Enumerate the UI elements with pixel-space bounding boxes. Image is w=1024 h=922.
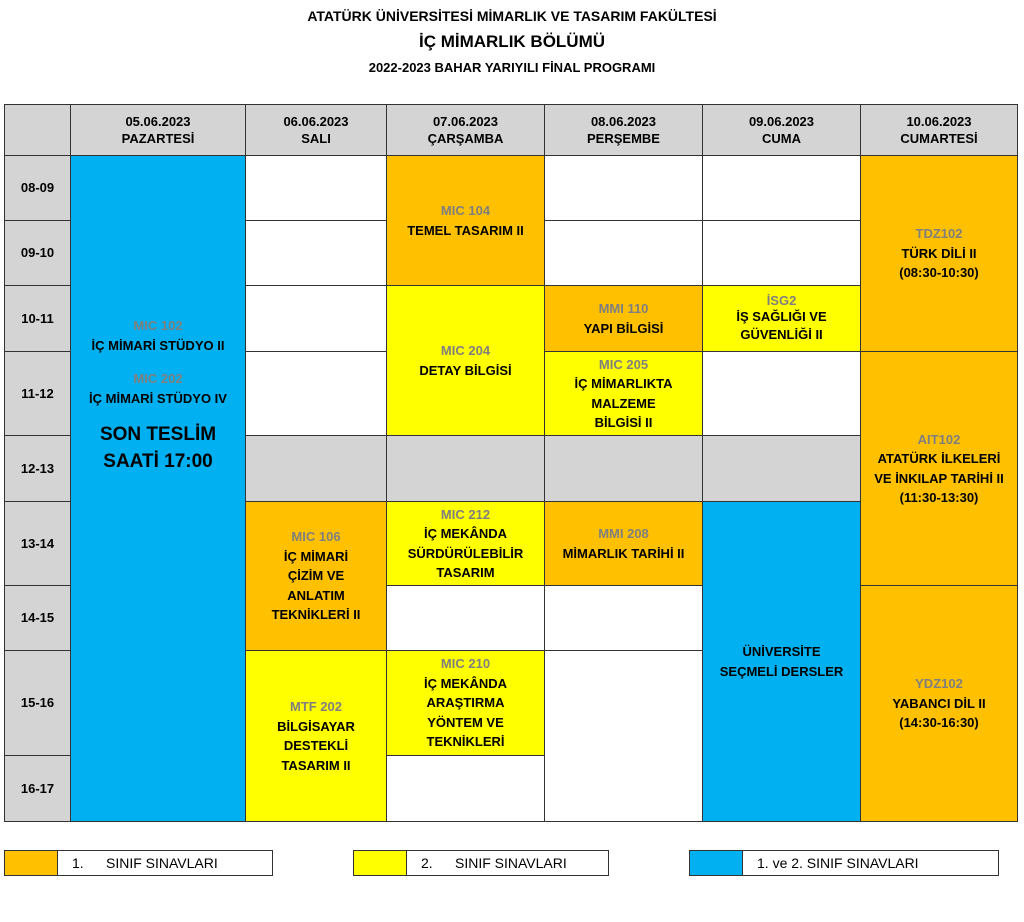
- empty-cell: [245, 155, 387, 221]
- course-name: YABANCI DİL II: [892, 695, 986, 711]
- course-code: MTF 202: [289, 699, 342, 714]
- course-name: YÖNTEM VE: [427, 714, 504, 730]
- legend-label-first-year: [57, 850, 273, 876]
- exam-block: [860, 585, 1018, 822]
- legend-label-both-years: [742, 850, 999, 876]
- day-date: 10.06.2023: [906, 113, 972, 129]
- course-name: DETAY BİLGİSİ: [419, 362, 512, 378]
- time-slot: 16-17: [4, 755, 71, 822]
- exam-block: [544, 351, 703, 436]
- faculty-title: ATATÜRK ÜNİVERSİTESİ MİMARLIK VE TASARIM FAKÜLTESİ: [307, 8, 717, 24]
- course-name: ATATÜRK İLKELERİ: [877, 451, 1001, 466]
- day-name: ÇARŞAMBA: [427, 131, 504, 147]
- empty-cell: [245, 220, 387, 286]
- lunch-break-cell: [702, 435, 861, 502]
- course-code: MMI 110: [598, 301, 649, 316]
- day-date: 06.06.2023: [283, 113, 349, 129]
- day-header-wed: [386, 104, 545, 156]
- legend-number: 1.: [72, 855, 84, 871]
- day-date: 05.06.2023: [125, 113, 191, 129]
- time-slot: 10-11: [4, 285, 71, 352]
- course-code: AIT102: [917, 431, 961, 447]
- course-name: TEMEL TASARIM II: [407, 222, 524, 238]
- exam-block-electives: [702, 501, 861, 822]
- course-code: MIC 212: [440, 506, 491, 522]
- course-name: BİLGİSAYAR: [277, 718, 355, 734]
- exam-block: [702, 285, 861, 352]
- legend-swatch-yellow: [353, 850, 407, 876]
- deadline-note: SAATİ 17:00: [103, 450, 213, 472]
- day-header-thu: [544, 104, 703, 156]
- exam-block: [245, 501, 387, 651]
- course-code: MIC 106: [291, 529, 341, 545]
- exam-block: [386, 501, 545, 586]
- day-header-sat: [860, 104, 1018, 156]
- course-code: İSG2: [766, 292, 797, 308]
- empty-cell: [386, 755, 545, 822]
- empty-cell: [544, 650, 703, 822]
- empty-cell: [386, 585, 545, 651]
- day-name: CUMARTESİ: [900, 131, 978, 147]
- course-name: MALZEME: [591, 395, 656, 411]
- legend-label-second-year: [406, 850, 609, 876]
- course-name: İÇ MEKÂNDA: [423, 675, 508, 691]
- exam-block: [860, 155, 1018, 352]
- course-name: İÇ MİMARİ: [283, 548, 349, 564]
- time-slot: 09-10: [4, 220, 71, 286]
- course-name: TASARIM: [436, 565, 495, 580]
- course-code: MIC 205: [598, 356, 649, 372]
- course-code: MMI 208: [598, 526, 649, 541]
- deadline-note: SON TESLİM: [99, 424, 217, 445]
- course-name: TEKNİKLERİ: [426, 734, 505, 750]
- course-code: MIC 104: [440, 203, 491, 218]
- day-date: 08.06.2023: [590, 113, 657, 129]
- course-name: YAPI BİLGİSİ: [583, 320, 664, 336]
- course-name: DESTEKLİ: [283, 738, 349, 753]
- course-name: SEÇMELİ DERSLER: [719, 663, 844, 679]
- exam-block: [544, 285, 703, 352]
- course-name: İŞ SAĞLIĞI VE: [736, 309, 827, 325]
- course-name: ARAŞTIRMA: [426, 695, 505, 711]
- course-name: İÇ MİMARLIKTA: [574, 376, 673, 391]
- lunch-break-cell: [386, 435, 545, 502]
- legend-text: SINIF SINAVLARI: [106, 855, 218, 871]
- day-date: 09.06.2023: [748, 113, 815, 129]
- exam-block: [386, 155, 545, 286]
- course-code: MIC 102: [133, 318, 183, 333]
- program-title: 2022-2023 BAHAR YARIYILI FİNAL PROGRAMI: [368, 60, 656, 75]
- course-name: İÇ MEKÂNDA: [423, 526, 508, 541]
- time-slot: 12-13: [4, 435, 71, 502]
- course-name: TASARIM II: [281, 757, 351, 773]
- day-date: 07.06.2023: [432, 113, 499, 129]
- empty-cell: [544, 585, 703, 651]
- course-name: BİLGİSİ II: [594, 415, 653, 430]
- day-name: SALI: [301, 131, 331, 147]
- course-name: TÜRK DİLİ II: [901, 245, 977, 261]
- course-code: MIC 210: [440, 656, 491, 672]
- course-name: ANLATIM: [287, 587, 345, 603]
- course-code: YDZ102: [915, 676, 963, 692]
- course-code: MIC 204: [440, 343, 491, 358]
- legend-swatch-orange: [4, 850, 58, 876]
- legend-text: 1. ve 2. SINIF SINAVLARI: [757, 855, 919, 871]
- course-name: İÇ MİMARİ STÜDYO II: [91, 337, 225, 353]
- empty-cell: [702, 220, 861, 286]
- time-slot: 11-12: [4, 351, 71, 436]
- time-slot: 15-16: [4, 650, 71, 756]
- course-code: MIC 202: [133, 371, 183, 386]
- time-slot: 08-09: [4, 155, 71, 221]
- course-name: ÜNİVERSİTE: [742, 644, 821, 659]
- empty-cell: [702, 351, 861, 436]
- exam-block: [860, 351, 1018, 586]
- exam-block: [386, 650, 545, 756]
- empty-cell: [702, 155, 861, 221]
- course-name: MİMARLIK TARİHİ II: [562, 545, 685, 561]
- empty-cell: [245, 285, 387, 352]
- day-name: PERŞEMBE: [587, 131, 660, 147]
- day-name: PAZARTESİ: [121, 131, 195, 147]
- exam-block: [544, 501, 703, 586]
- course-name: SÜRDÜRÜLEBİLİR: [407, 545, 524, 561]
- empty-cell: [544, 220, 703, 286]
- department-title: İÇ MİMARLIK BÖLÜMÜ: [418, 32, 606, 51]
- day-header-mon: [70, 104, 246, 156]
- exam-block: [245, 650, 387, 822]
- time-slot: 13-14: [4, 501, 71, 586]
- course-name: İÇ MİMARİ STÜDYO IV: [89, 390, 227, 406]
- empty-cell: [245, 351, 387, 436]
- exam-block-studio: [70, 155, 246, 822]
- course-name: VE İNKILAP TARİHİ II: [874, 470, 1004, 486]
- legend-number: 2.: [421, 855, 433, 871]
- lunch-break-cell: [245, 435, 387, 502]
- day-header-tue: [245, 104, 387, 156]
- legend-swatch-blue: [689, 850, 743, 876]
- empty-cell: [544, 155, 703, 221]
- legend-text: SINIF SINAVLARI: [455, 855, 567, 871]
- exam-time: (11:30-13:30): [899, 490, 979, 505]
- day-name: CUMA: [762, 131, 801, 147]
- exam-block: [386, 285, 545, 436]
- exam-time: (14:30-16:30): [899, 715, 979, 731]
- lunch-break-cell: [544, 435, 703, 502]
- day-header-fri: [702, 104, 861, 156]
- course-name: ÇİZİM VE: [287, 568, 345, 584]
- course-name: GÜVENLİĞİ II: [740, 327, 823, 343]
- corner-cell: [4, 104, 71, 156]
- course-code: TDZ102: [915, 226, 963, 242]
- course-name: TEKNİKLERİ II: [271, 607, 361, 623]
- time-slot: 14-15: [4, 585, 71, 651]
- exam-time: (08:30-10:30): [899, 265, 979, 281]
